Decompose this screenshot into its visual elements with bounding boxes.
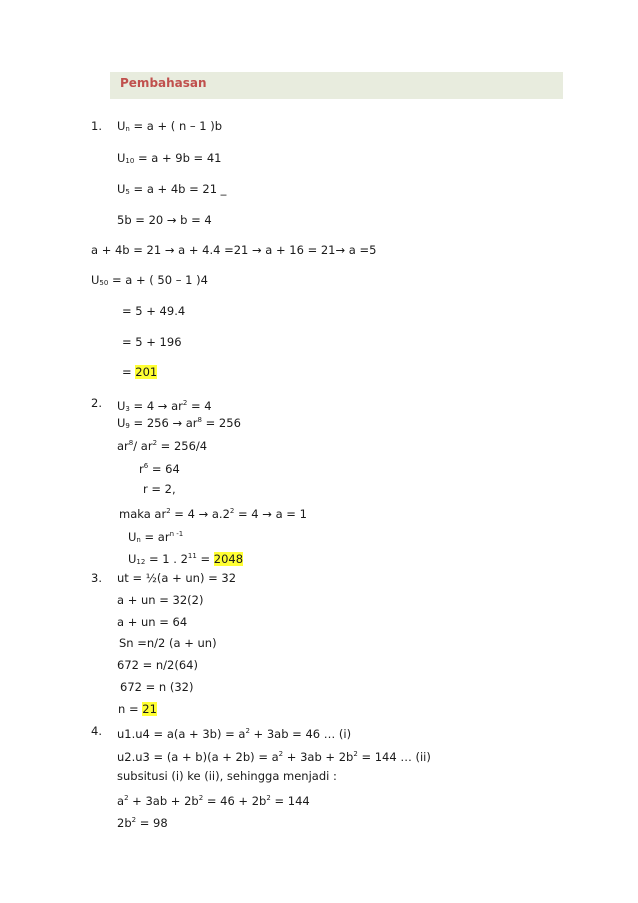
line: $U_{50} = a$ + ( 50 – 1 )4	[91, 273, 208, 287]
line: $U_3 = 4 \to ar^2 = 4$	[117, 399, 212, 413]
line: $U_{10} = a + 9b = 41$	[117, 151, 222, 165]
line: subsitusi (i) ke (ii), sehingga menjadi :	[117, 769, 337, 783]
line: a + un = 64	[117, 615, 188, 629]
header-title: Pembahasan	[120, 76, 207, 90]
item-number-2: 2.	[91, 396, 102, 410]
item-number-1: 1.	[91, 119, 102, 133]
answer-highlight: 21	[142, 702, 157, 716]
line: 672 = n (32)	[120, 680, 194, 694]
line: $U_5 = a + 4b = 21$ _	[117, 182, 227, 196]
line: = 5 + 196	[122, 335, 182, 349]
line: 672 = n/2(64)	[117, 658, 198, 672]
answer-highlight: 2048	[213, 552, 244, 566]
line: Sn =n/2 (a + un)	[119, 636, 217, 650]
line: a + 4b = 21 → a + 4.4 =21 → a + 16 = 21→ a =5	[91, 243, 377, 257]
line: = 201	[122, 365, 158, 379]
answer-highlight: 201	[135, 365, 158, 379]
line: $U_n = a$ + ( n – 1 )b	[117, 119, 223, 133]
line: = 5 + 49.4	[122, 304, 186, 318]
line: n = 21	[118, 702, 157, 716]
section-header	[110, 72, 563, 99]
item-number-3: 3.	[91, 571, 102, 585]
line: a + un = 32(2)	[117, 593, 204, 607]
line: $2b^2 = 98$	[117, 816, 168, 830]
item-number-4: 4.	[91, 724, 102, 738]
line: $U_{12} = 1$ . $2^{11} = 2048$	[128, 552, 244, 566]
line: ut = ½(a + un) = 32	[117, 571, 237, 585]
line: $U_n = ar^{n -1}$	[128, 530, 184, 544]
line: $u2.u3 = (a + b)(a + 2b) = a^2 + 3ab + 2b^2 = 144$ … (ii)	[117, 750, 431, 764]
line: $u1.u4 = a(a + 3b) = a^2 + 3ab = 46$ … (i)	[117, 727, 352, 741]
line: $r^6 = 64$	[139, 462, 180, 476]
line: $a^2 + 3ab + 2b^2 = 46 + 2b^2 = 144$	[117, 794, 310, 808]
line: $U_9 = 256 \to ar^8 = 256$	[117, 416, 241, 430]
line: 5b = 20 → b = 4	[117, 213, 212, 227]
line: r = 2,	[143, 482, 176, 496]
line: $ar^8/$ $ar^2 = 256/4$	[117, 439, 208, 453]
line: maka $ar^2 = 4 \to a.2^2 = 4 \to a = 1$	[119, 507, 307, 521]
